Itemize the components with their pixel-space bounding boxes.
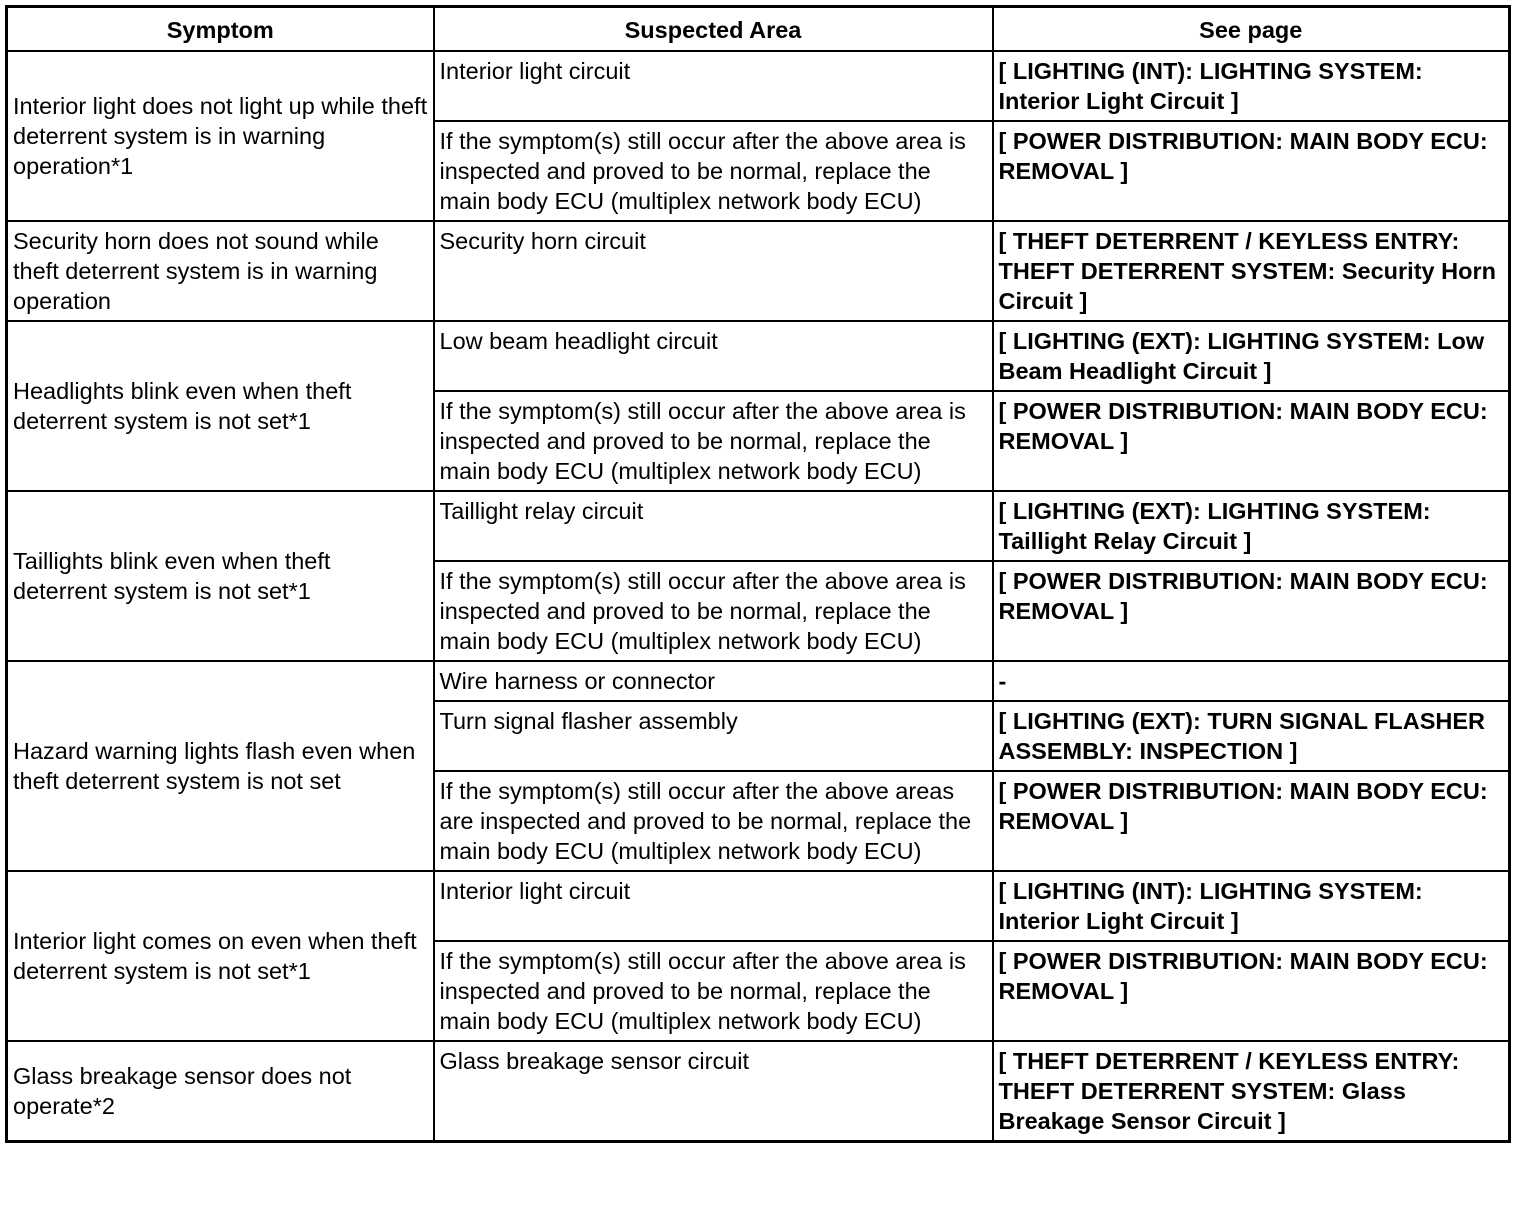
symptom-cell: Taillights blink even when theft deterrent system is not set*1 <box>7 491 434 661</box>
suspected-area-cell: If the symptom(s) still occur after the above area is inspected and proved to be normal, replace the main body ECU (multiplex network body ECU) <box>434 121 993 221</box>
symptom-cell: Headlights blink even when theft deterrent system is not set*1 <box>7 321 434 491</box>
suspected-area-cell: If the symptom(s) still occur after the above area is inspected and proved to be normal, replace the main body ECU (multiplex network body ECU) <box>434 561 993 661</box>
header-suspected-area: Suspected Area <box>434 7 993 52</box>
problem-symptoms-table <box>5 5 1511 1143</box>
see-page-reference: - <box>993 661 1510 701</box>
table-row <box>7 51 1510 121</box>
see-page-reference: [ LIGHTING (EXT): LIGHTING SYSTEM: Taillight Relay Circuit ] <box>993 491 1510 561</box>
header-symptom: Symptom <box>7 7 434 52</box>
header-row <box>7 7 1510 52</box>
see-page-reference: [ POWER DISTRIBUTION: MAIN BODY ECU: REMOVAL ] <box>993 121 1510 221</box>
suspected-area-cell: If the symptom(s) still occur after the above areas are inspected and proved to be normal, replace the main body ECU (multiplex network body ECU) <box>434 771 993 871</box>
symptom-cell: Glass breakage sensor does not operate*2 <box>7 1041 434 1142</box>
see-page-reference: [ THEFT DETERRENT / KEYLESS ENTRY: THEFT DETERRENT SYSTEM: Security Horn Circuit ] <box>993 221 1510 321</box>
see-page-reference: [ LIGHTING (EXT): TURN SIGNAL FLASHER ASSEMBLY: INSPECTION ] <box>993 701 1510 771</box>
see-page-reference: [ LIGHTING (INT): LIGHTING SYSTEM: Interior Light Circuit ] <box>993 871 1510 941</box>
see-page-reference: [ THEFT DETERRENT / KEYLESS ENTRY: THEFT DETERRENT SYSTEM: Glass Breakage Sensor Circuit ] <box>993 1041 1510 1142</box>
symptom-cell: Interior light comes on even when theft deterrent system is not set*1 <box>7 871 434 1041</box>
table-row <box>7 661 1510 701</box>
suspected-area-cell: If the symptom(s) still occur after the above area is inspected and proved to be normal, replace the main body ECU (multiplex network body ECU) <box>434 391 993 491</box>
see-page-reference: [ LIGHTING (INT): LIGHTING SYSTEM: Interior Light Circuit ] <box>993 51 1510 121</box>
table-row <box>7 1041 1510 1142</box>
table-header <box>7 7 1510 52</box>
table-row <box>7 491 1510 561</box>
suspected-area-cell: Interior light circuit <box>434 51 993 121</box>
suspected-area-cell: Low beam headlight circuit <box>434 321 993 391</box>
suspected-area-cell: Interior light circuit <box>434 871 993 941</box>
see-page-reference: [ LIGHTING (EXT): LIGHTING SYSTEM: Low Beam Headlight Circuit ] <box>993 321 1510 391</box>
symptom-cell: Hazard warning lights flash even when theft deterrent system is not set <box>7 661 434 871</box>
suspected-area-cell: Wire harness or connector <box>434 661 993 701</box>
see-page-reference: [ POWER DISTRIBUTION: MAIN BODY ECU: REMOVAL ] <box>993 771 1510 871</box>
table-row <box>7 321 1510 391</box>
suspected-area-cell: Taillight relay circuit <box>434 491 993 561</box>
table-body <box>7 51 1510 1142</box>
symptom-cell: Interior light does not light up while theft deterrent system is in warning operation*1 <box>7 51 434 221</box>
suspected-area-cell: Security horn circuit <box>434 221 993 321</box>
table-row <box>7 221 1510 321</box>
suspected-area-cell: If the symptom(s) still occur after the above area is inspected and proved to be normal, replace the main body ECU (multiplex network body ECU) <box>434 941 993 1041</box>
header-see-page: See page <box>993 7 1510 52</box>
symptom-cell: Security horn does not sound while theft deterrent system is in warning operation <box>7 221 434 321</box>
see-page-reference: [ POWER DISTRIBUTION: MAIN BODY ECU: REMOVAL ] <box>993 561 1510 661</box>
suspected-area-cell: Turn signal flasher assembly <box>434 701 993 771</box>
table-row <box>7 871 1510 941</box>
see-page-reference: [ POWER DISTRIBUTION: MAIN BODY ECU: REMOVAL ] <box>993 391 1510 491</box>
see-page-reference: [ POWER DISTRIBUTION: MAIN BODY ECU: REMOVAL ] <box>993 941 1510 1041</box>
suspected-area-cell: Glass breakage sensor circuit <box>434 1041 993 1142</box>
